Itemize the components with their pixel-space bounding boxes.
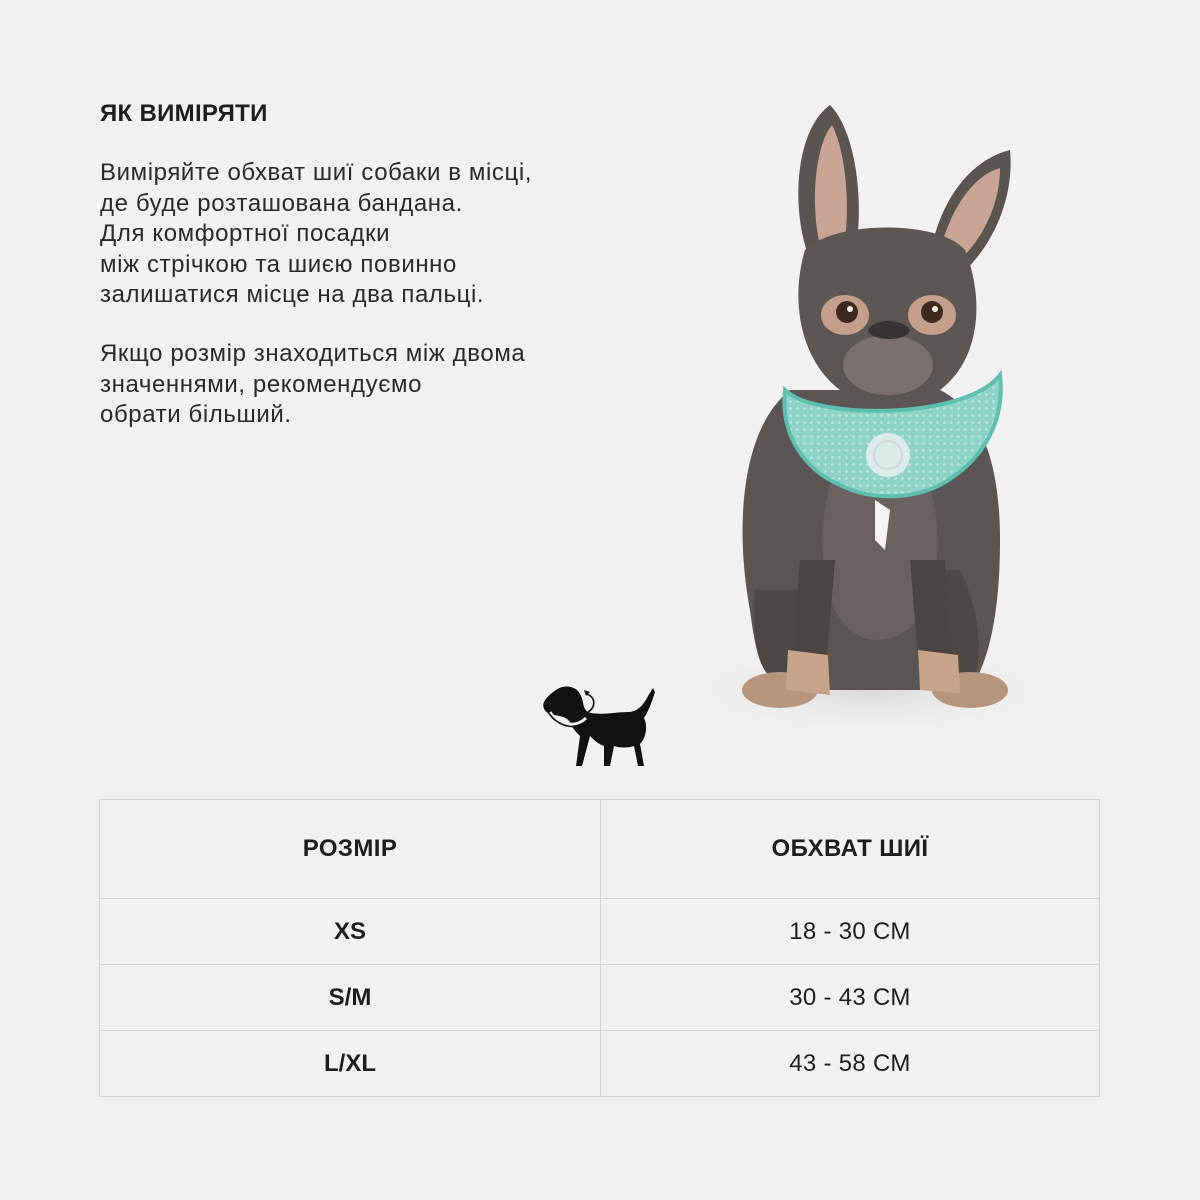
- table-row: [100, 965, 1100, 1031]
- table-row: [100, 1031, 1100, 1097]
- size-cell: S/M: [100, 965, 601, 1031]
- size-table: [99, 799, 1100, 1097]
- instruction-line: Виміряйте обхват шиї собаки в місці,: [100, 159, 533, 186]
- size-recommendation: [100, 339, 525, 431]
- table-row: [100, 899, 1100, 965]
- neck-cell: 30 - 43 СМ: [601, 965, 1100, 1031]
- instruction-line: між стрічкою та шиєю повинно: [100, 250, 457, 278]
- size-column-header: РОЗМІР: [100, 800, 601, 899]
- instruction-line: залишатися місце на два пальці.: [100, 281, 485, 308]
- dog-photo: [640, 90, 1080, 750]
- size-cell: XS: [100, 899, 601, 965]
- table-header-row: [100, 800, 1100, 899]
- recommendation-line: Якщо розмір знаходиться між двома: [100, 340, 526, 367]
- dog-neck-measure-icon: [536, 682, 660, 770]
- recommendation-line: обрати більший.: [100, 401, 292, 428]
- neck-column-header: ОБХВАТ ШИЇ: [601, 800, 1100, 899]
- neck-cell: 43 - 58 СМ: [601, 1031, 1100, 1097]
- measure-instructions: [100, 158, 532, 311]
- neck-cell: 18 - 30 СМ: [601, 899, 1100, 965]
- instruction-line: Для комфортної посадки: [100, 220, 391, 247]
- recommendation-line: значеннями, рекомендуємо: [100, 370, 423, 398]
- instruction-line: де буде розташована бандана.: [100, 189, 463, 217]
- size-cell: L/XL: [100, 1031, 601, 1097]
- page-title: ЯК ВИМІРЯТИ: [100, 100, 268, 127]
